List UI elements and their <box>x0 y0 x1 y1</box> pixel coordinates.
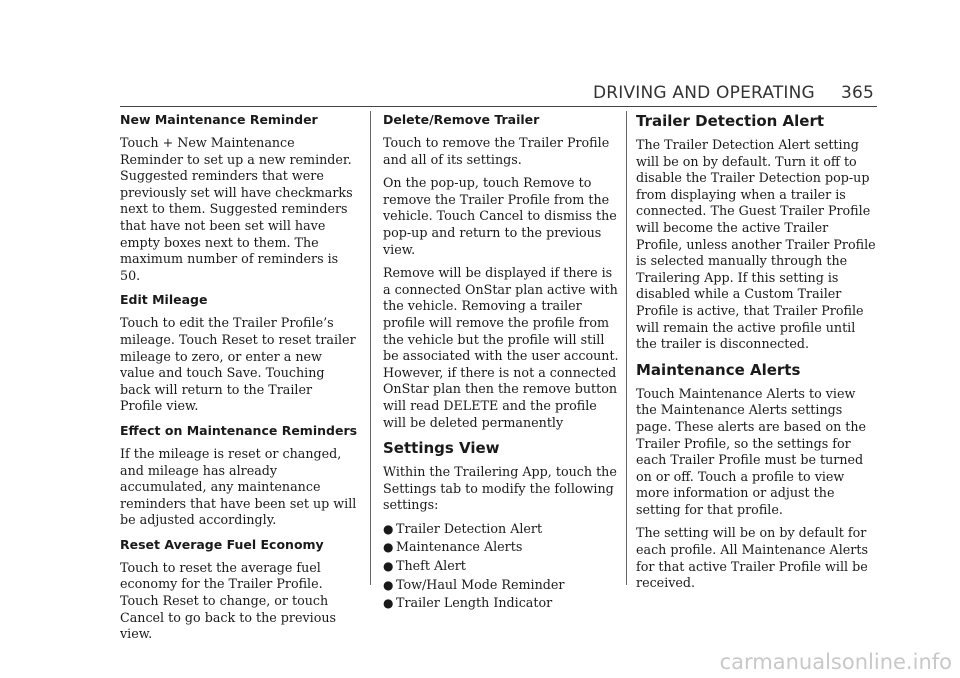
header-rule <box>120 106 877 107</box>
bullet-icon: ● <box>383 540 394 555</box>
column-divider <box>626 111 627 585</box>
watermark[interactable]: carmanualsonline.info <box>719 650 952 674</box>
paragraph: Touch to remove the Trailer Profile and all of its settings. <box>383 135 610 167</box>
bullet-icon: ● <box>383 577 394 592</box>
page-number: 365 <box>840 83 874 103</box>
section-heading: Settings View <box>383 439 500 458</box>
section-title: DRIVING AND OPERATING <box>592 83 815 103</box>
list-item-text: Maintenance Alerts <box>396 539 523 555</box>
list-item <box>383 521 621 538</box>
list-item <box>383 577 621 594</box>
section-heading: Edit Mileage <box>120 292 208 308</box>
paragraph: Within the Trailering App, touch the Settings tab to modify the following settings: <box>383 464 617 513</box>
paragraph: On the pop-up, touch Remove to remove the Trailer Profile from the vehicle. Touch Cancel to dismiss the pop-up and return to the previous view. <box>383 175 617 257</box>
list-item-text: Trailer Length Indicator <box>396 595 553 611</box>
list-item <box>383 539 621 556</box>
list-item <box>383 558 621 575</box>
column-divider <box>370 111 371 585</box>
paragraph: The Trailer Detection Alert setting will be on by default. Turn it off to disable the Trailer Detection pop-up from displaying when a trailer is connected. The Guest Trailer Profile will become the active Trailer Profile, unless another Trailer Profile is selected manually through the Trailering App. If this setting is disabled while a Custom Trailer Profile is active, that Trailer Profile will remain the active profile until the trailer is disconnected. <box>636 137 876 352</box>
section-heading: Reset Average Fuel Economy <box>120 536 324 552</box>
column-middle <box>383 111 621 614</box>
list-item-text: Trailer Detection Alert <box>396 520 543 536</box>
section-heading: New Maintenance Reminder <box>120 112 318 127</box>
section-heading: Delete/Remove Trailer <box>383 112 540 127</box>
list-item-text: Theft Alert <box>396 558 466 574</box>
paragraph: If the mileage is reset or changed, and mileage has already accumulated, any maintenance reminders that have been set up will be adjusted accordingly. <box>120 445 357 528</box>
list-item-text: Tow/Haul Mode Reminder <box>396 576 565 592</box>
section-heading: Effect on Maintenance Reminders <box>120 422 358 438</box>
paragraph: Touch + New Maintenance Reminder to set up a new reminder. Suggested reminders that were previously set will have checkmarks next to them. Suggested reminders that have not been set will have empty boxes next to them. The maximum number of reminders is 50. <box>120 135 353 283</box>
list-item <box>383 595 621 612</box>
section-heading: Maintenance Alerts <box>636 360 801 379</box>
page-header <box>593 83 874 103</box>
section-heading: Trailer Detection Alert <box>636 112 825 130</box>
bullet-list <box>383 521 621 612</box>
column-right <box>636 111 876 599</box>
paragraph: Touch to reset the average fuel economy for the Trailer Profile. Touch Reset to change, or touch Cancel to go back to the previous view. <box>120 559 337 642</box>
paragraph: Touch to edit the Trailer Profile’s mileage. Touch Reset to reset trailer mileage to zero, or enter a new value and touch Save. Touching back will return to the Trailer Profile view. <box>120 315 356 414</box>
paragraph: The setting will be on by default for each profile. All Maintenance Alerts for that active Trailer Profile will be received. <box>636 525 868 591</box>
bullet-icon: ● <box>383 596 394 611</box>
bullet-icon: ● <box>383 521 394 536</box>
paragraph: Remove will be displayed if there is a connected OnStar plan active with the vehicle. Removing a trailer profile will remove the profile from the vehicle but the profile will still be associated with the user account. However, if there is not a connected OnStar plan then the remove button will read DELETE and the profile will be deleted permanently <box>383 265 619 430</box>
bullet-icon: ● <box>383 559 394 574</box>
column-left <box>120 111 358 650</box>
paragraph: Touch Maintenance Alerts to view the Maintenance Alerts settings page. These alerts are based on the Trailer Profile, so the settings for each Trailer Profile must be turned on or off. Touch a profile to view more information or adjust the setting for that profile. <box>636 385 867 517</box>
